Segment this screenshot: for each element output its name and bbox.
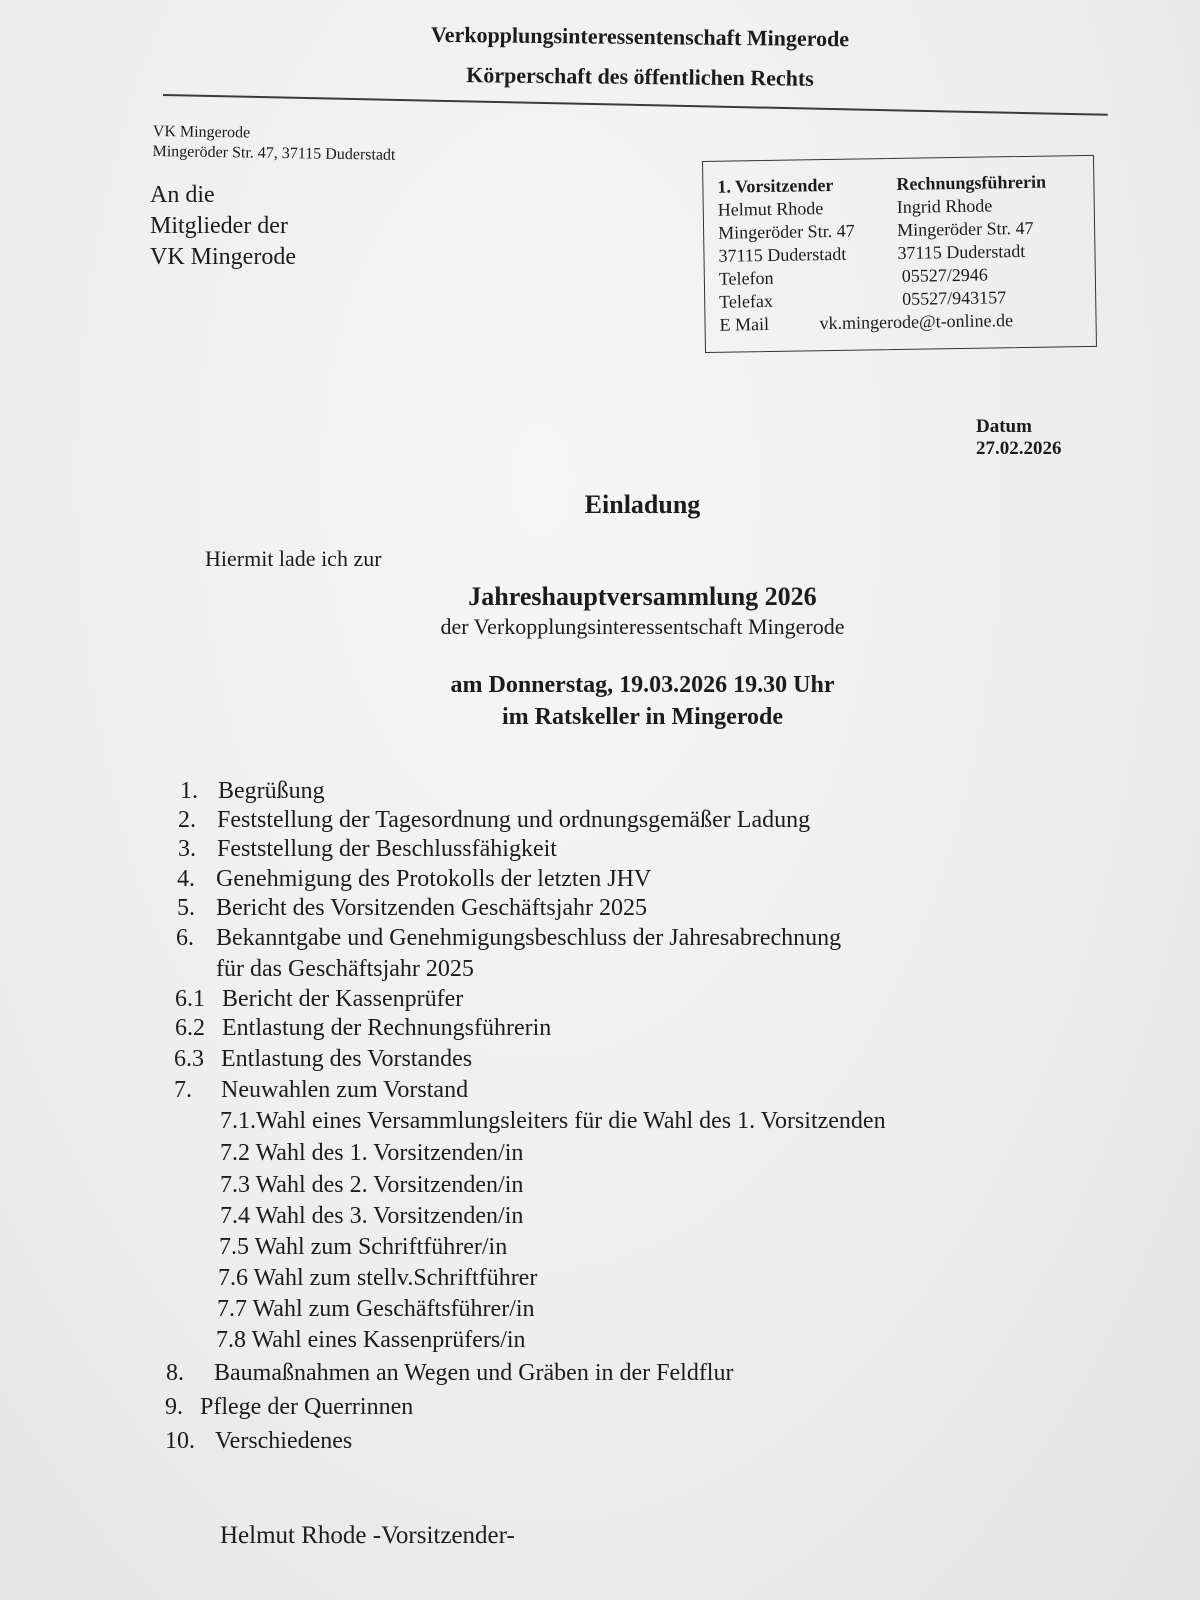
meeting-subtitle: der Verkopplungsinteressentschaft Mingerode <box>440 614 845 639</box>
agenda-text: Bericht der Kassenprüfer <box>222 986 464 1012</box>
agenda-text: Bekanntgabe und Genehmigungsbeschluss der Jahresabrechnung <box>216 925 842 951</box>
agenda-item <box>175 1015 551 1042</box>
letter-heading: Einladung <box>584 490 701 519</box>
signature: Helmut Rhode -Vorsitzender- <box>220 1522 515 1549</box>
agenda-number: 6.1 <box>175 986 205 1012</box>
agenda-item <box>178 807 810 834</box>
agenda-subitem <box>220 1203 523 1230</box>
agenda-number: 4. <box>177 866 195 892</box>
agenda-item <box>177 895 647 922</box>
agenda-item <box>174 1077 468 1104</box>
meeting-date-time: am Donnerstag, 19.03.2026 19.30 Uhr <box>450 672 835 698</box>
header-divider <box>163 94 1108 116</box>
recipient-line: VK Mingerode <box>150 244 296 270</box>
agenda-text: Entlastung des Vorstandes <box>221 1046 473 1072</box>
email-address[interactable]: vk.mingerode@t-online.de <box>819 310 1014 334</box>
chair-city: 37115 Duderstadt <box>718 243 847 266</box>
recipient-line: Mitglieder der <box>150 213 288 239</box>
fax-label: Telefax <box>719 290 774 312</box>
meeting-location: im Ratskeller in Mingerode <box>501 704 784 730</box>
agenda-item <box>180 778 325 805</box>
treasurer-column <box>896 171 1048 311</box>
treasurer-city: 37115 Duderstadt <box>897 240 1026 263</box>
agenda-subitem <box>219 1234 507 1261</box>
agenda-item <box>216 956 474 983</box>
meeting-title: Jahreshauptversammlung 2026 <box>468 582 817 611</box>
agenda-text: Feststellung der Tagesordnung und ordnungsgemäßer Ladung <box>217 807 811 833</box>
agenda-text: 7.4 Wahl des 3. Vorsitzenden/in <box>220 1203 524 1229</box>
phone-label: Telefon <box>718 267 774 289</box>
chair-title: 1. Vorsitzender <box>717 174 834 197</box>
agenda-item <box>178 836 557 863</box>
agenda-text: 7.1.Wahl eines Versammlungsleiters für die Wahl des 1. Vorsitzenden <box>220 1108 886 1134</box>
org-subtitle: Körperschaft des öffentlichen Rechts <box>466 62 814 91</box>
agenda-item <box>177 866 651 893</box>
org-name: Verkopplungsinteressentenschaft Mingerode <box>430 21 850 52</box>
agenda-subitem <box>220 1172 523 1199</box>
agenda-subitem <box>218 1265 537 1292</box>
agenda-number: 6. <box>176 925 194 951</box>
date-value: 27.02.2026 <box>976 438 1062 459</box>
agenda-text: Feststellung der Beschlussfähigkeit <box>217 836 557 862</box>
recipient-line: An die <box>150 182 215 208</box>
agenda-number: 2. <box>178 807 196 833</box>
agenda-text: für das Geschäftsjahr 2025 <box>216 956 474 982</box>
agenda-text: 7.8 Wahl eines Kassenprüfers/in <box>216 1327 526 1353</box>
sender-address <box>152 122 396 166</box>
agenda-subitem <box>220 1108 886 1135</box>
agenda-text: Neuwahlen zum Vorstand <box>221 1077 469 1103</box>
agenda-number: 6.3 <box>174 1046 204 1072</box>
agenda-text: 7.5 Wahl zum Schriftführer/in <box>219 1234 508 1260</box>
agenda-number: 10. <box>165 1428 195 1454</box>
email-row <box>719 309 1013 337</box>
agenda-item <box>165 1428 352 1455</box>
agenda-subitem <box>220 1140 523 1167</box>
agenda-item <box>174 1046 472 1073</box>
fax-number: 05527/943157 <box>902 287 1007 309</box>
sender-street: Mingeröder Str. 47, 37115 Duderstadt <box>152 142 396 164</box>
sender-name: VK Mingerode <box>152 122 251 142</box>
agenda-text: Baumaßnahmen an Wegen und Gräben in der Feldflur <box>214 1360 734 1386</box>
chair-name: Helmut Rhode <box>717 198 824 220</box>
agenda-item <box>175 986 463 1013</box>
agenda-subitem <box>216 1327 526 1354</box>
agenda-text: Begrüßung <box>218 778 325 804</box>
agenda-number: 9. <box>165 1394 183 1420</box>
agenda-item <box>165 1394 413 1421</box>
agenda-text: Entlastung der Rechnungsführerin <box>222 1015 552 1041</box>
agenda-number: 7. <box>174 1077 192 1103</box>
agenda-number: 3. <box>178 836 196 862</box>
agenda-text: 7.6 Wahl zum stellv.Schriftführer <box>218 1265 538 1291</box>
chair-street: Mingeröder Str. 47 <box>717 220 855 243</box>
agenda-number: 6.2 <box>175 1015 205 1041</box>
email-label: E Mail <box>719 313 770 335</box>
agenda-number: 1. <box>180 778 198 804</box>
agenda-number: 8. <box>166 1360 184 1386</box>
agenda-item <box>166 1360 733 1387</box>
agenda-item <box>176 925 841 952</box>
treasurer-title: Rechnungsführerin <box>896 171 1047 194</box>
agenda-text: 7.3 Wahl des 2. Vorsitzenden/in <box>220 1172 524 1198</box>
treasurer-street: Mingeröder Str. 47 <box>896 217 1034 240</box>
agenda-text: Bericht des Vorsitzenden Geschäftsjahr 2025 <box>216 895 648 921</box>
chair-column <box>717 174 856 314</box>
agenda-text: Verschiedenes <box>215 1428 353 1454</box>
agenda-text: Genehmigung des Protokolls der letzten JHV <box>216 866 652 892</box>
agenda-text: Pflege der Querrinnen <box>200 1394 414 1420</box>
agenda-subitem <box>217 1296 535 1323</box>
agenda-text: 7.7 Wahl zum Geschäftsführer/in <box>217 1296 535 1322</box>
contact-box <box>702 155 1097 353</box>
agenda-text: 7.2 Wahl des 1. Vorsitzenden/in <box>220 1140 524 1166</box>
recipient-block <box>150 180 296 273</box>
intro-text: Hiermit lade ich zur <box>205 546 382 571</box>
treasurer-name: Ingrid Rhode <box>896 195 993 217</box>
phone-number: 05527/2946 <box>901 264 988 286</box>
date-label: Datum <box>976 416 1032 437</box>
agenda-number: 5. <box>177 895 195 921</box>
